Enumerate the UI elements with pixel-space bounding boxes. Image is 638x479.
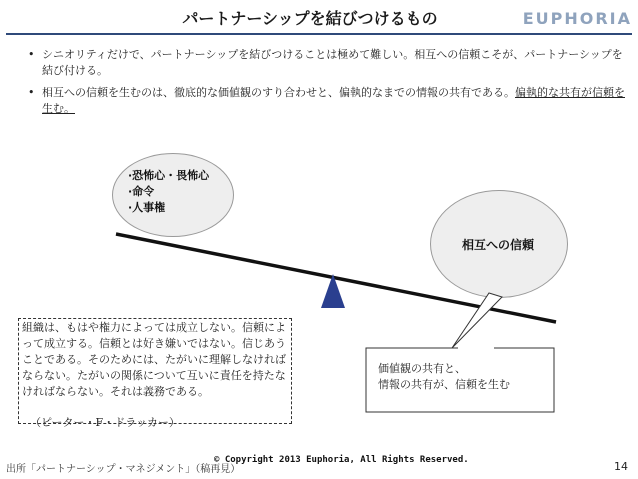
- callout-text: [378, 361, 548, 393]
- page-number: 14: [614, 460, 628, 473]
- page-title: パートナーシップを結びつけるもの: [182, 9, 438, 28]
- bullet-text: シニオリティだけで、パートナーシップを結びつけることは極めて難しい。相互への信頼こそが、パートナーシップを結び付ける。: [42, 48, 623, 77]
- callout-line: 情報の共有が、信頼を生む: [378, 378, 510, 391]
- quote-author: （ピーター・F・ドラッカー）: [30, 416, 180, 429]
- copyright-notice: © Copyright 2013 Euphoria, All Rights Reserved.: [214, 455, 469, 465]
- source-citation: 出所「パートナーシップ・マネジメント」（稿再見）: [6, 464, 241, 475]
- bullet-marker: •: [28, 86, 35, 99]
- callout-line: 価値観の共有と、: [378, 362, 466, 375]
- bullet-marker: •: [28, 48, 35, 61]
- trust-label: 相互への信頼: [461, 238, 534, 252]
- quote-text: 組織は、もはや権力によっては成立しない。信頼によって成立する。信頼とは好き嫌いではない。信じあうことである。そのためには、たがいに理解しなければならない。たがいの関係について互いに責任を持たなければならない。それは義務である。: [22, 321, 286, 398]
- bullet-underlined-text: 偏執的な共有が信頼を生む。: [42, 86, 625, 115]
- fear-item: ·人事権: [128, 201, 166, 214]
- bullet-text: 相互への信頼を生むのは、徹底的な価値観のすり合わせと、偏執的なまでの情報の共有である。: [42, 86, 515, 99]
- euphoria-logo: EUPHORIA: [522, 9, 632, 28]
- fear-item: ·命令: [128, 185, 155, 198]
- fear-item: ·恐怖心・畏怖心: [128, 169, 210, 182]
